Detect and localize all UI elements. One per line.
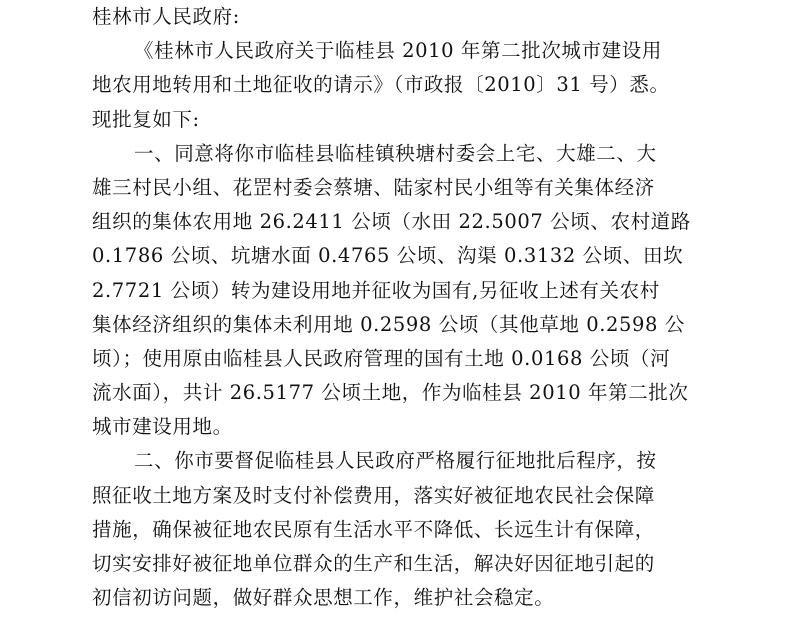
paragraph-two-line: 初信初访问题，做好群众思想工作，维护社会稳定。 (92, 586, 555, 610)
reference-line: 《桂林市人民政府关于临桂县 2010 年第二批次城市建设用 (134, 39, 662, 63)
paragraph-two-line: 照征收土地方案及时支付补偿费用，落实好被征地农民社会保障 (92, 483, 655, 507)
reply-intro-line: 现批复如下: (92, 107, 200, 131)
paragraph-two-line: 措施，确保被征地农民原有生活水平不降低、长远生计有保障， (92, 517, 655, 541)
paragraph-one-line: 组织的集体农用地 26.2411 公顷（水田 22.5007 公顷、农村道路 (92, 210, 691, 234)
paragraph-one-line: 一、同意将你市临桂县临桂镇秧塘村委会上宅、大雄二、大 (134, 141, 657, 165)
paragraph-one-line: 0.1786 公顷、坑塘水面 0.4765 公顷、沟渠 0.3132 公顷、田坎 (92, 244, 684, 268)
paragraph-one-line: 雄三村民小组、花罡村委会蔡塘、陆家村民小组等有关集体经济 (92, 175, 655, 199)
paragraph-one-line: 顷）；使用原由临桂县人民政府管理的国有土地 0.0168 公顷（河 (92, 346, 671, 370)
paragraph-one-line: 集体经济组织的集体未利用地 0.2598 公顷（其他草地 0.2598 公 (92, 312, 685, 336)
addressee-line: 桂林市人民政府: (92, 5, 240, 28)
paragraph-one-line: 2.7721 公顷）转为建设用地并征收为国有,另征收上述有关农村 (92, 278, 660, 302)
document-body (92, 0, 712, 615)
paragraph-two-line: 二、你市要督促临桂县人民政府严格履行征地批后程序，按 (134, 449, 657, 473)
paragraph-one-line: 城市建设用地。 (92, 415, 233, 439)
paragraph-two-line: 切实安排好被征地单位群众的生产和生活，解决好因征地引起的 (92, 552, 655, 575)
reference-line: 地农用地转用和土地征收的请示》（市政报〔2010〕31 号）悉。 (92, 73, 670, 97)
paragraph-one-line: 流水面），共计 26.5177 公顷土地，作为临桂县 2010 年第二批次 (92, 381, 689, 405)
